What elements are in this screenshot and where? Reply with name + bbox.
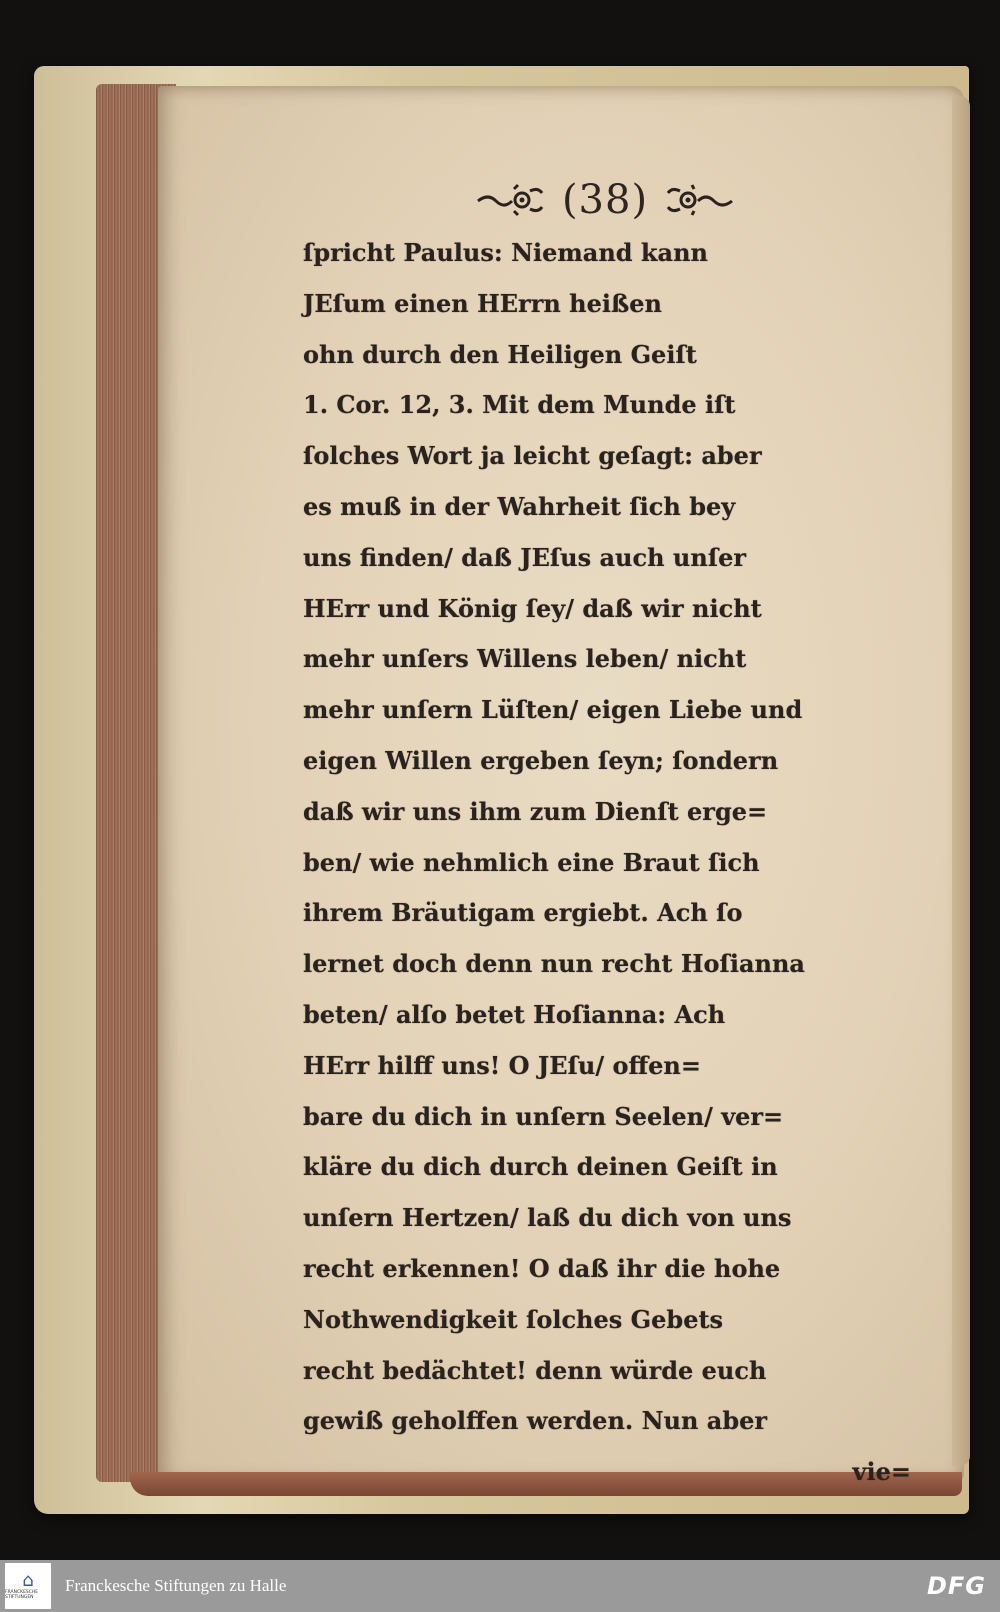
body-text xyxy=(303,228,923,1498)
text-line: unſern Hertzen/ laß du dich von uns xyxy=(303,1203,792,1233)
text-line: ſolches Wort ja leicht geſagt: aber xyxy=(303,441,762,471)
text-line: mehr unſern Lüſten/ eigen Liebe und xyxy=(303,695,803,725)
text-line: gewiß geholffen werden. Nun aber xyxy=(303,1406,768,1436)
text-line: bare du dich in unſern Seelen/ ver= xyxy=(303,1101,784,1131)
text-line: HErr und König ſey/ daß wir nicht xyxy=(303,593,762,623)
footer-bar xyxy=(0,1560,1000,1612)
institution-logo[interactable] xyxy=(5,1563,51,1609)
logo-text: FRANCKESCHE STIFTUNGEN xyxy=(5,1590,39,1600)
text-line: mehr unſers Willens leben/ nicht xyxy=(303,644,747,674)
text-line: daß wir uns ihm zum Dienſt erge= xyxy=(303,796,768,826)
text-line: recht bedächtet! denn würde euch xyxy=(303,1355,767,1385)
text-line: recht erkennen! O daß ihr die hohe xyxy=(303,1253,781,1283)
text-line: HErr hilff uns! O JEſu/ offen= xyxy=(303,1050,701,1080)
logo-mark-icon: ⌂ xyxy=(22,1570,34,1591)
text-line: JEſum einen HErrn heißen xyxy=(303,288,662,318)
text-line: kläre du dich durch deinen Geiſt in xyxy=(303,1152,778,1182)
text-line: uns finden/ daß JEſus auch unſer xyxy=(303,542,747,572)
text-line: eigen Willen ergeben ſeyn; ſondern xyxy=(303,745,779,775)
text-line: ſpricht Paulus: Niemand kann xyxy=(303,238,708,267)
text-line: beten/ alſo betet Hoſianna: Ach xyxy=(303,999,726,1029)
text-line: es muß in der Wahrheit ſich bey xyxy=(303,491,736,521)
page-header xyxy=(470,170,740,230)
catchword: vie= xyxy=(852,1457,911,1487)
text-line: 1. Cor. 12, 3. Mit dem Munde iſt xyxy=(303,390,736,420)
right-ornament-icon xyxy=(664,183,734,217)
text-line: Nothwendigkeit ſolches Gebets xyxy=(303,1304,724,1334)
left-ornament-icon xyxy=(476,183,546,217)
dfg-logo[interactable]: DFG xyxy=(926,1572,986,1600)
text-line: ohn durch den Heiligen Geiſt xyxy=(303,339,697,369)
page-right-edge xyxy=(952,96,970,1466)
page-number: (38) xyxy=(561,177,649,223)
institution-name[interactable]: Franckesche Stiftungen zu Halle xyxy=(65,1576,287,1595)
text-line: lernet doch denn nun recht Hoſianna xyxy=(303,949,805,979)
text-line: ben/ wie nehmlich eine Braut ſich xyxy=(303,847,760,877)
text-line: ihrem Bräutigam ergiebt. Ach ſo xyxy=(303,898,743,928)
